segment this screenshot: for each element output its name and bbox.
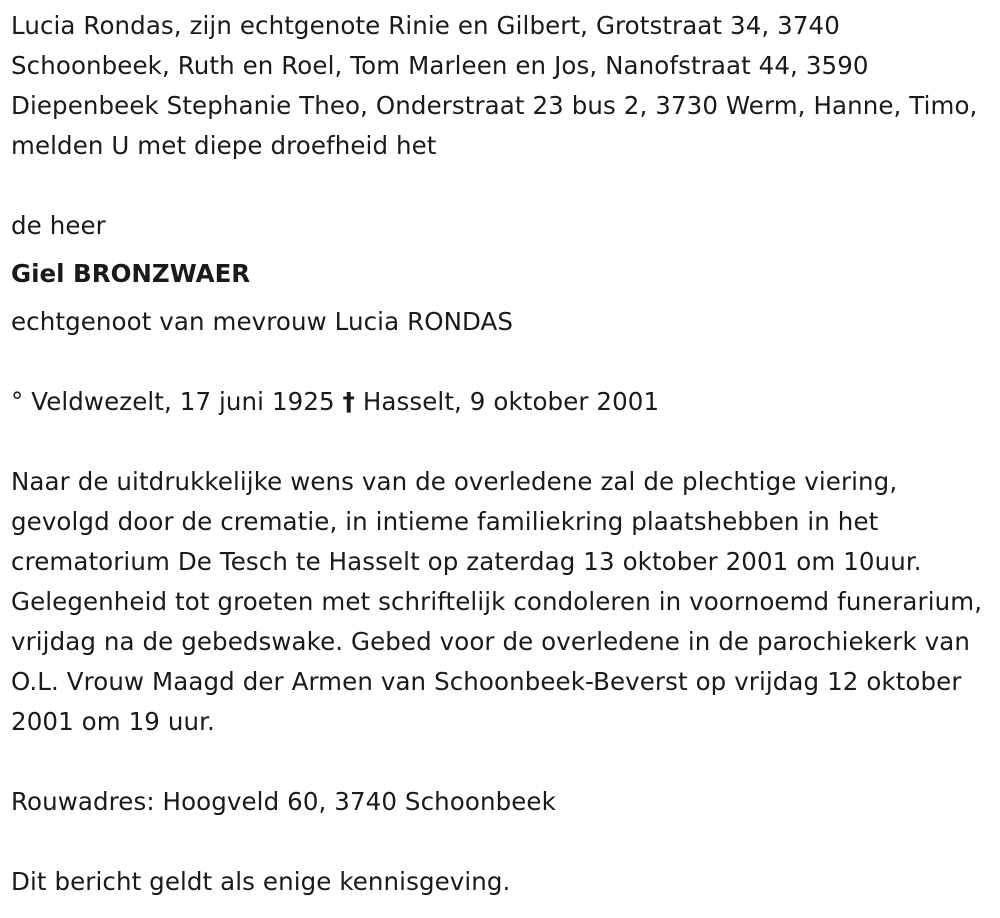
title-prefix: de heer [11, 211, 106, 240]
spacer [11, 166, 986, 206]
ceremony-paragraph: Naar de uitdrukkelijke wens van de overledene zal de plechtige viering, gevolgd door de crematie, in intieme familiekring plaatshebben in het crematorium De Tesch te Hasselt op zaterdag 13 oktober 2001 om 10uur. Gelegenheid tot groeten met schriftelijk condoleren in voornoemd funerarium, vrijdag na de gebedswake. Gebed voor de overledene in de parochiekerk van O.L. Vrouw Maagd der Armen van Schoonbeek-Beverst op vrijdag 12 oktober 2001 om 19 uur. [11, 467, 983, 736]
mourning-address: Rouwadres: Hoogveld 60, 3740 Schoonbeek [11, 787, 556, 816]
deceased-name: Giel BRONZWAER [11, 259, 251, 288]
spacer [11, 742, 986, 782]
obituary-document [11, 6, 986, 902]
closing-line: Dit bericht geldt als enige kennisgeving. [11, 867, 511, 896]
spacer [11, 342, 986, 382]
intro-paragraph: Lucia Rondas, zijn echtgenote Rinie en Gilbert, Grotstraat 34, 3740 Schoonbeek, Ruth en Roel, Tom Marleen en Jos, Nanofstraat 44, 3590 Diepenbeek Stephanie Theo, Onderstraat 23 bus 2, 3730 Werm, Hanne, Timo, melden U met diepe droefheid het [11, 11, 978, 160]
spouse-line: echtgenoot van mevrouw Lucia RONDAS [11, 307, 514, 336]
cross-icon: † [342, 387, 355, 416]
spacer [11, 822, 986, 862]
dates-line [11, 382, 986, 422]
birth-info: ° Veldwezelt, 17 juni 1925 [11, 387, 335, 416]
spacer [11, 422, 986, 462]
death-info: Hasselt, 9 oktober 2001 [362, 387, 660, 416]
